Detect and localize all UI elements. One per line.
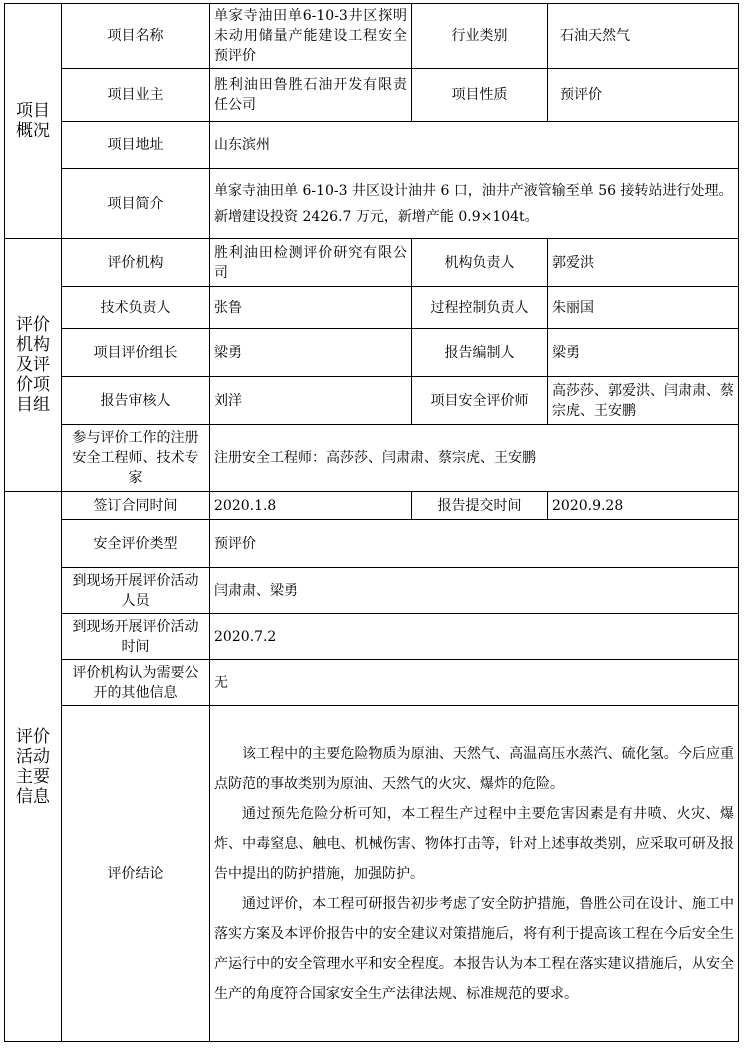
compiler-label: 报告编制人 [412,329,548,377]
owner-label: 项目业主 [62,69,210,122]
reviewer-value: 刘洋 [210,377,412,425]
industry-value: 石油天然气 [548,4,739,69]
onsite-people-label: 到现场开展评价活动人员 [62,568,210,614]
submit-date-label: 报告提交时间 [412,492,548,520]
compiler-value: 梁勇 [548,329,739,377]
tech-head-value: 张鲁 [210,287,412,329]
address-value: 山东滨州 [210,122,739,169]
evaluators-label: 项目安全评价师 [412,377,548,425]
org-value: 胜利油田检测评价研究有限公司 [210,239,412,287]
submit-date-value: 2020.9.28 [548,492,739,520]
type-label: 安全评价类型 [62,520,210,568]
evaluation-info-table [4,3,739,1042]
org-head-label: 机构负责人 [412,239,548,287]
conclusion-paragraph-1: 该工程中的主要危险物质为原油、天然气、高温高压水蒸汽、硫化氢。今后应重点防范的事故类别为原油、天然气的火灾、爆炸的危险。 [214,745,734,792]
conclusion-paragraph-3: 通过评价，本工程可研报告初步考虑了安全防护措施，鲁胜公司在设计、施工中落实方案及本评价报告中的安全建议对策措施后，将有利于提高该工程在今后安全生产运行中的安全管理水平和安全程度。本报告认为本工程在落实建议措施后，从安全生产的角度符合国家安全生产法律法规、标准规范的要求。 [214,895,734,1002]
type-value: 预评价 [210,520,739,568]
project-name-value: 单家寺油田单6-10-3井区探明未动用储量产能建设工程安全预评价 [210,4,412,69]
process-head-value: 朱丽国 [548,287,739,329]
contract-date-value: 2020.1.8 [210,492,412,520]
onsite-time-value: 2020.7.2 [210,614,739,660]
industry-label: 行业类别 [412,4,548,69]
brief-label: 项目简介 [62,169,210,239]
brief-value: 单家寺油田单 6-10-3 井区设计油井 6 口，油井产液管输至单 56 接转站进行处理。新增建设投资 2426.7 万元，新增产能 0.9×104t。 [210,169,739,239]
other-info-label: 评价机构认为需要公开的其他信息 [62,660,210,706]
owner-value: 胜利油田鲁胜石油开发有限责任公司 [210,69,412,122]
evaluators-value: 高莎莎、郭爱洪、闫肃肃、蔡宗虎、王安鹏 [548,377,739,425]
reviewer-label: 报告审核人 [62,377,210,425]
engineers-value: 注册安全工程师：高莎莎、闫肃肃、蔡宗虎、王安鹏 [210,425,739,492]
address-label: 项目地址 [62,122,210,169]
contract-date-label: 签订合同时间 [62,492,210,520]
project-name-label: 项目名称 [62,4,210,69]
section-agency-title: 评价机构及评价项目组 [5,239,62,492]
section-activity-title: 评价活动主要信息 [5,492,62,1042]
team-leader-label: 项目评价组长 [62,329,210,377]
org-head-value: 郭爱洪 [548,239,739,287]
nature-label: 项目性质 [412,69,548,122]
conclusion-label: 评价结论 [62,706,210,1042]
process-head-label: 过程控制负责人 [412,287,548,329]
team-leader-value: 梁勇 [210,329,412,377]
other-info-value: 无 [210,660,739,706]
engineers-label: 参与评价工作的注册安全工程师、技术专家 [62,425,210,492]
onsite-people-value: 闫肃肃、梁勇 [210,568,739,614]
conclusion-paragraph-2: 通过预先危险分析可知，本工程生产过程中主要危害因素是有井喷、火灾、爆炸、中毒窒息、触电、机械伤害、物体打击等，针对上述事故类别，应采取可研及报告中提出的防护措施，加强防护。 [214,805,734,882]
nature-value: 预评价 [548,69,739,122]
section-overview-title: 项目概况 [5,4,62,239]
tech-head-label: 技术负责人 [62,287,210,329]
conclusion-value [210,706,739,1042]
org-label: 评价机构 [62,239,210,287]
onsite-time-label: 到现场开展评价活动时间 [62,614,210,660]
